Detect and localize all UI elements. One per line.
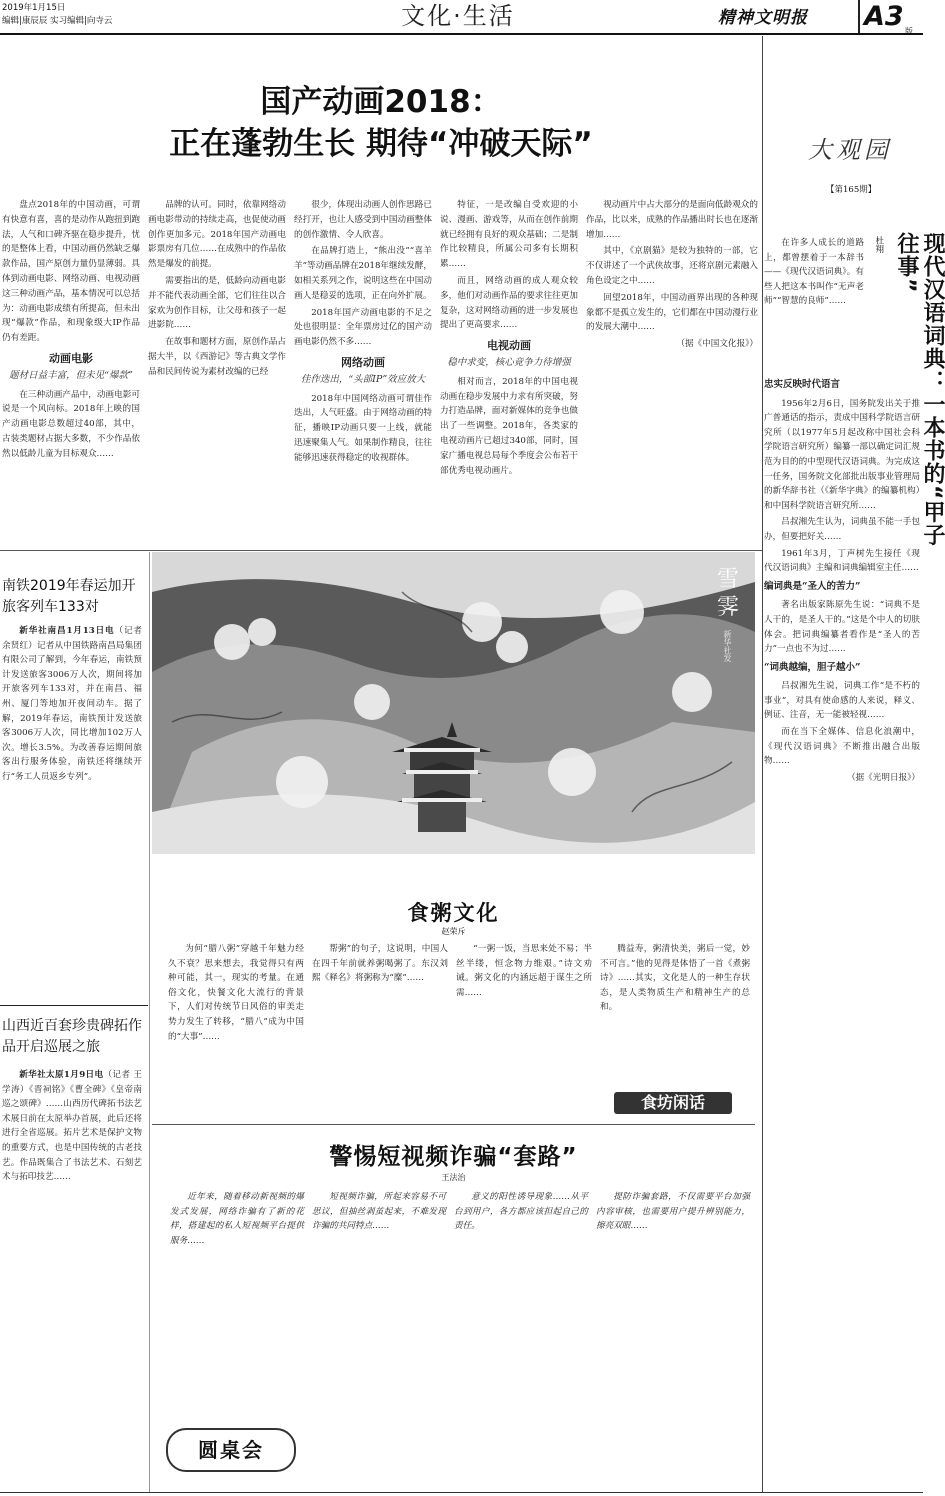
anim-paragraph: 需要指出的是，低龄向动画电影并不能代表动画全部，它们往往以合家欢为创作目标，让父母和孩子一起进影院…… [148,275,286,331]
anim-paragraph: 特征，一是改编自受欢迎的小说、漫画、游戏等，从而在创作前期就已经拥有良好的观众基础；二是制作比较精良，所属公司多有长期积累…… [440,200,578,270]
photo-title-char-1: 雪 [716,567,739,592]
porridge-column-1 [168,942,304,1092]
anim-subhead-web-tagline: 佳作迭出，“头部IP”效应放大 [300,373,426,385]
page-suffix: 版 [905,27,913,36]
anim-paragraph: 视动画片中占大部分的是面向低龄观众的作品，比以来，成熟的作品播出时长也在逐渐增加…… [586,200,758,240]
anim-subhead-tv: 电视动画 [487,339,531,353]
anim-paragraph: 品牌的认可。同时，依靠网络动画电影带动的持续走高，也促使动画创作更加多元。2018年国产动画电影票房有几位……在成熟中的作品依然是爆发的前提。 [148,200,286,270]
anim-paragraph: 盘点2018年的中国动画，可谓有快意有喜，喜的是动作从跑扭到跑法，人气和口碑齐驱在稳步提升，忧的是整体上看，中国动画仍然缺乏爆款作品，国产原创力量仍显薄弱。具体到动画电影、网络动画、电视动画这三种动画产品，基本情况可以总括为：动画电影成绩有所提高，但未出现“爆款”作品，和现象级大IP作品仍有差距。 [2,200,140,344]
page-bottom-rule [0,1492,923,1493]
video-column-1 [170,1190,304,1420]
sidebar-rule [762,36,763,1492]
newspaper-name: 精神文明报 [718,8,808,28]
sidebar-paragraph: 1961年3月，丁声树先生接任《现代汉语词典》主编和词典编辑室主任…… [764,548,920,574]
photo-title [717,566,739,622]
sidebar-credit: （据《光明日报》） [846,772,920,783]
main-headline-line1: 国产动画2018： [260,84,502,120]
sidebar-title: 现代汉语词典：一本书的“甲子往事” [894,232,945,547]
porridge-author: 赵荣斥 [441,927,466,936]
porridge-title: 食粥文化 [407,901,500,925]
sidebar-paragraph: 1956年2月6日，国务院发出关于推广普通话的指示，责成中国科学院语言研究所（以1977年5月起改称中国社会科学院语言研究所）编纂一部以确定词汇规范为目的的中型现代汉语词典。为完成这一任务，国务院文化部批出版事业管理局的新华辞书社（《新华字典》的编纂机构）和中国科学院语言研究所…… [764,398,920,511]
sidebar-author: 杜翔 [873,236,884,253]
sidebar-paragraph: 在许多人成长的道路上，都曾摆着于一本辞书——《现代汉语词典》。有些人把这本书叫作“无声老师”“智慧的良师”…… [764,238,864,307]
masthead-date-block [2,2,112,28]
video-title: 警惕短视频诈骗“套路” [329,1144,578,1170]
video-column-tag: 圆桌会 [166,1428,296,1472]
anim-column-5 [586,198,758,543]
anim-paragraph: 其中，《京剧猫》是较为独特的一部，它不仅讲述了一个武侠故事，还将京剧元素融入角色设定之中…… [586,246,758,286]
left-column-rule [149,552,150,1492]
sidebar-paragraph: 吕叔湘先生说，词典工作“是不朽的事业”，对具有使命感的人来说，释义、例证、注音，无一能被轻视…… [764,681,920,721]
sidebar-section-heading: 编词典是“圣人的苦力” [764,580,861,592]
news1-title: 南铁2019年春运加开旅客列车133对 [2,578,136,615]
anim-paragraph: 很少，体现出动画人创作思路已经打开，也让人感受到中国动画整体的创作激情、令人欣喜。 [294,200,432,240]
anim-paragraph: 在三种动画产品中，动画电影可说是一个风向标。2018年上映的国产动画电影总数超过40部，其中，古装类题材占据大多数，不少作品依然以低龄儿童为目标观众…… [2,389,140,459]
snow-landscape-photo [152,552,755,854]
anim-paragraph: 2018年国产动画电影的不足之处也很明显：全年票房过亿的国产动画电影仍然不多…… [294,307,432,348]
news1-lead: 新华社南昌1月13日电 [19,626,115,636]
porridge-paragraph: 为何“腊八粥”穿越千年魅力经久不衰？思来想去，我觉得只有两种可能，其一，现实的考量。在通俗文化，快餐文化大流行的背景下，人们对传统节日风俗的审美走势力发生了转移，“腊八”成为中国的“大事”…… [168,944,304,1042]
video-paragraph: 短视频诈骗，所起来容易不可思议，但抽丝剥茧起来，不难发现诈骗的共同特点…… [312,1192,446,1232]
news2-body: （记者 王学涛）《晋祠铭》《曹全碑》《皇帝南巡之颂碑》……山西历代碑拓书法艺术展日前在太原举办首展，此后还将进行全省巡展。拓片艺术是保护文物的重要方式，也是中国传统的古老技艺。作品既集合了书法艺术、石刻艺术与拓印技艺…… [2,1070,142,1183]
sidebar-issue: 【第165期】 [826,185,877,195]
sidebar-paragraph: 吕叔湘先生认为，词典虽不能一手包办，但要把好关…… [764,517,920,542]
anim-paragraph: 回望2018年，中国动画界出现的各种现象都不是孤立发生的，它们都在中国动漫行业的发展大潮中…… [586,292,758,333]
porridge-bottom-rule [152,1124,755,1125]
anim-bottom-rule [0,550,762,551]
section-title: 文化·生活 [401,2,515,30]
video-column-4 [596,1190,750,1480]
news2-lead: 新华社太原1月9日电 [19,1070,104,1080]
video-paragraph: 意义的阳性诱导现象……从平台到用户，各方都应该担起自己的责任。 [454,1192,588,1232]
anim-column-4 [440,198,578,543]
anim-paragraph: 而且，网络动画的成人观众较多，他们对动画作品的要求往往更加复杂，这对网络动画的进一步发展也提出了更高要求…… [440,275,578,331]
main-headline-line2: 正在蓬勃生长 期待“冲破天际” [169,126,593,162]
sidebar-section-heading: “词典越编，胆子越小” [764,661,861,673]
photo-title-char-2: 霁 [716,595,739,620]
news1-body-block [2,624,142,996]
anim-column-3 [294,198,432,543]
snow-scene-illustration [152,552,755,854]
porridge-column-tag: 食坊闲话 [614,1092,732,1114]
news2-body-block [2,1068,142,1488]
sidebar-section-heading: 忠实反映时代语言 [764,379,841,390]
porridge-column-2 [312,942,448,1092]
news2-title: 山西近百套珍贵碑拓作品开启巡展之旅 [2,1018,142,1055]
issue-date: 2019年1月15日 [2,3,66,13]
video-paragraph: 近年来，随着移动新视频的爆发式发展，网络诈骗有了新的花样，搭建起的私人短视频平台提供服务…… [170,1192,304,1246]
porridge-paragraph: “一粥一饭，当思来处不易；半丝半缕，恒念物力维艰。”诗文劝诫。粥文化的内涵远超于谋生之所需…… [456,944,592,998]
sidebar-body [764,374,920,1480]
porridge-column-4 [600,942,750,1092]
editor-credits: 编辑|康辰辰 实习编辑|向寺云 [2,16,113,26]
news1-body: （记者 余贤红）记者从中国铁路南昌局集团有限公司了解到，今年春运，南铁预计发送旅客3006万人次，期间将加开旅客列车133对，并在南昌、福州、厦门等地加开夜间动车。据了解，2019年春运，南铁预计发送旅客3006万人次，同比增加102万人次。增长3.5%。为改善春运期间旅客出行服务体验，南铁还将继续开行“务工人员返乡专列”。 [2,626,142,782]
anim-paragraph: 在故事和题材方面，原创作品占据大半，以《西游记》等古典文学作品和民间传说为素材改编的已经 [148,337,286,377]
news-divider [0,1005,148,1006]
sidebar-paragraph: 著名出版家陈原先生说：“词典不是人干的，是圣人干的。”这是个中人的切肤体会。把词典编纂者看作是“圣人的苦力”一点也不为过…… [764,600,920,655]
page-number: A3 [858,0,904,34]
masthead-rule [0,33,923,35]
anim-paragraph: 2018年中国网络动画可谓佳作迭出，人气旺盛。由于网络动画的特征，播映IP动画只要一上线，就能迅速聚集人气。如果制作精良，往往能够迅速获得稳定的收视群体。 [294,393,432,463]
anim-paragraph: 相对而言，2018年的中国电视动画在稳步发展中力求有所突破，努力打造品牌，面对新媒体的竞争也做出了一些调整。2018年，各类家的电视动画片已超过340部，同时，国家广播电视总局每个季度会公布若干部优秀电视动画片。 [440,376,578,476]
anim-subhead-film: 动画电影 [49,351,93,365]
sidebar-paragraph: 而在当下全媒体、信息化浪潮中，《现代汉语词典》不断推出融合出版物…… [764,727,920,767]
anim-paragraph: 在品牌打造上，“熊出没”“喜羊羊”等动画品牌在2018年继续发酵，如相关系列之作，说明这些在中国动画人是稳妥的选项，正在向外扩展。 [294,246,432,301]
porridge-column-3 [456,942,592,1092]
anim-column-1 [2,198,140,543]
sidebar-logo: 大观园 [808,136,892,164]
video-paragraph: 提防诈骗套路，不仅需要平台加强内容审核，也需要用户提升辨别能力，擦亮双眼…… [596,1192,750,1232]
video-column-3 [454,1190,588,1480]
anim-column-2 [148,198,286,543]
anim-subhead-web: 网络动画 [341,355,385,369]
anim-subhead-tv-tagline: 稳中求变，核心竞争力待增强 [447,356,571,368]
anim-subhead-film-tagline: 题材日益丰富，但未见“爆款” [9,369,133,381]
video-column-2 [312,1190,446,1480]
photo-caption: 新华社发 [723,630,732,662]
porridge-paragraph: 腾益寿，粥清快美，粥后一觉，妙不可言。”他的见得是体悟了一首《煮粥诗》……其实，文化是人的一种生存状态，是人类物质生产和精神生产的总和。 [600,944,750,1013]
porridge-paragraph: 帮粥”的句子，这说明，中国人在四千年前就养粥喝粥了。东汉刘熙《释名》将粥称为“糜”…… [312,944,448,984]
video-author: 王法治 [441,1173,466,1182]
anim-credit: （据《中国文化报》） [676,339,758,350]
sidebar-intro [764,236,864,366]
